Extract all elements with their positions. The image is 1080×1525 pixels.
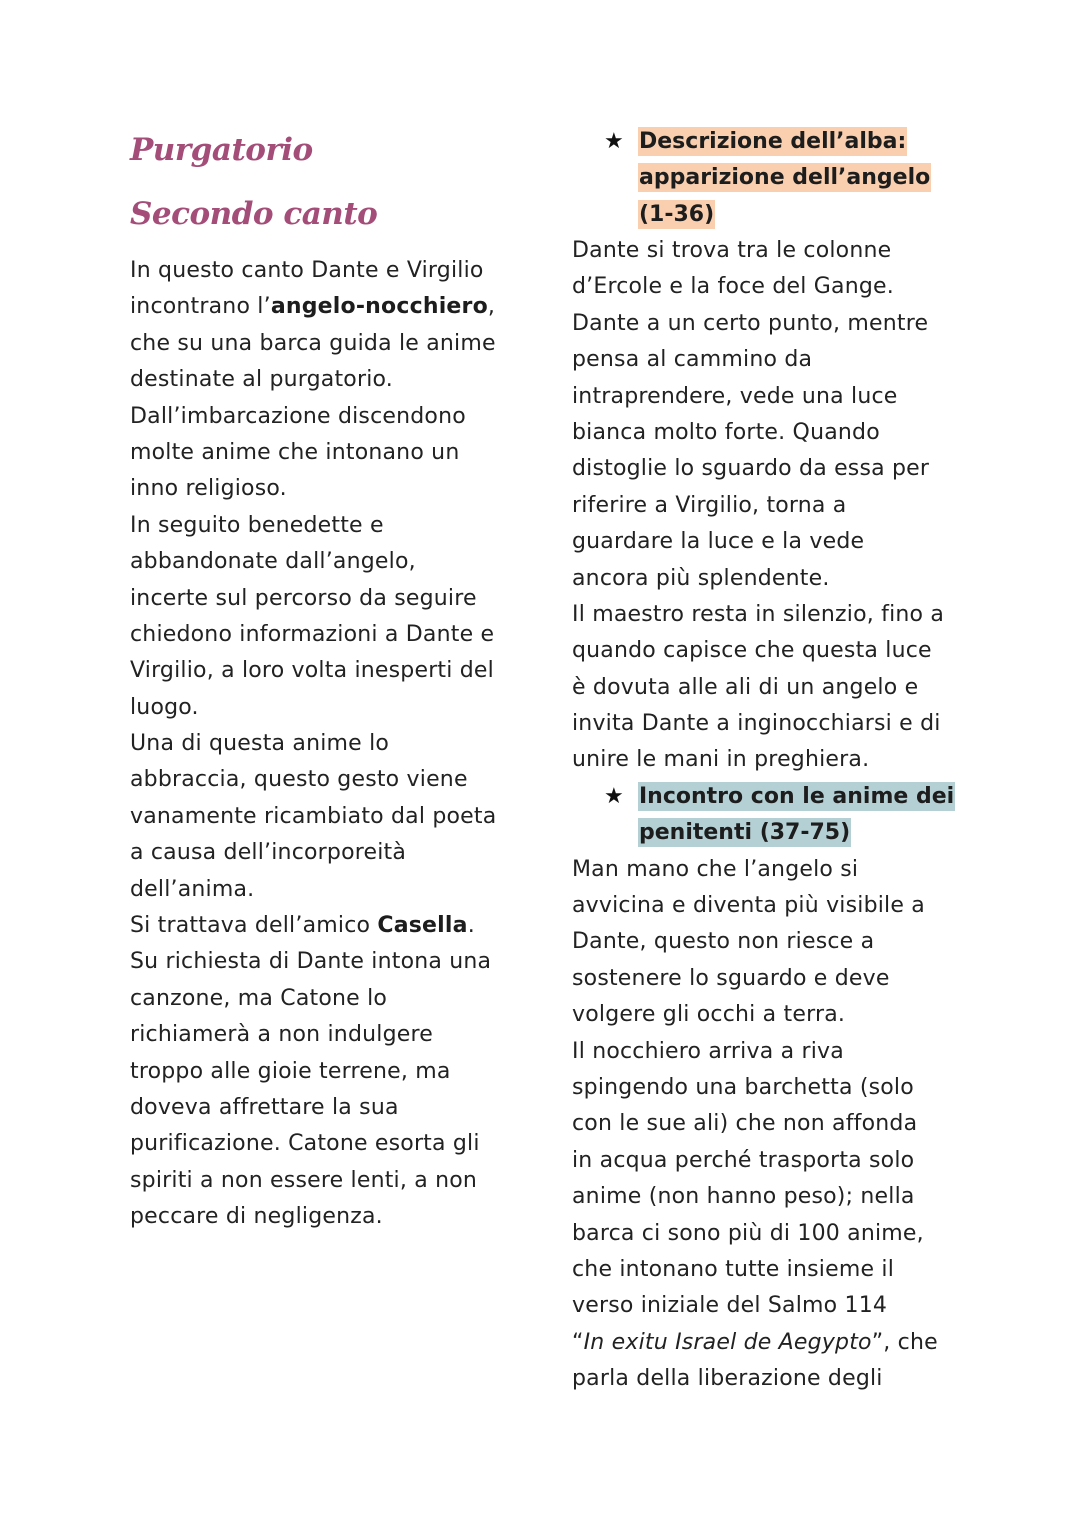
text-line: Il maestro resta in silenzio, fino a (572, 601, 945, 627)
text-line: molte anime che intonano un (130, 439, 460, 465)
text-line: che intonano tutte insieme il (572, 1256, 895, 1282)
left-column-text (130, 253, 520, 1236)
text-line: intraprendere, vede una luce (572, 383, 898, 409)
text-line: Dante si trova tra le colonne (572, 238, 892, 263)
text-line: Si trattava dell’amico Casella. (130, 913, 475, 939)
text-line: peccare di negligenza. (130, 1204, 383, 1230)
text-line: incontrano l’angelo-nocchiero, (130, 294, 496, 320)
text-line: richiamerà a non indulgere (130, 1022, 433, 1048)
text-line: In questo canto Dante e Virgilio (130, 258, 484, 283)
text-line: chiedono informazioni a Dante e (130, 621, 495, 647)
right-paragraph-alba (572, 233, 962, 779)
bullet-heading-line: penitenti (37-75) (639, 820, 851, 846)
text-line: Man mano che l’angelo si (572, 856, 859, 882)
text-line: bianca molto forte. Quando (572, 419, 880, 445)
text-line: abbandonate dall’angelo, (130, 549, 416, 575)
text-line: a causa dell’incorporeità (130, 840, 407, 866)
text-line: Il nocchiero arriva a riva (572, 1038, 844, 1064)
bullet-heading-line: Descrizione dell’alba: (639, 129, 907, 154)
text-line: anime (non hanno peso); nella (572, 1184, 915, 1210)
bullet-heading-line: apparizione dell’angelo (639, 165, 931, 191)
text-line: d’Ercole e la foce del Gange. (572, 274, 894, 300)
text-line: incerte sul percorso da seguire (130, 585, 477, 611)
text-line: “In exitu Israel de Aegypto”, che (572, 1329, 938, 1355)
text-line: Dante, questo non riesce a (572, 929, 875, 955)
text-line: spingendo una barchetta (solo (572, 1075, 914, 1100)
text-line: che su una barca guida le anime (130, 330, 496, 356)
text-line: verso iniziale del Salmo 114 (572, 1293, 888, 1319)
text-line: è dovuta alle ali di un angelo e (572, 674, 919, 700)
text-line: doveva affrettare la sua (130, 1094, 399, 1120)
text-line: canzone, ma Catone lo (130, 985, 388, 1011)
star-bullet-icon: ★ (604, 129, 624, 154)
right-paragraph-anime (572, 852, 962, 1398)
text-line: luogo. (130, 694, 199, 720)
text-line: ancora più splendente. (572, 565, 830, 591)
text-line: unire le mani in preghiera. (572, 747, 870, 773)
text-line: In seguito benedette e (130, 512, 384, 538)
text-line: dell’anima. (130, 876, 255, 902)
text-line: destinate al purgatorio. (130, 367, 393, 393)
page-subtitle: Secondo canto (130, 196, 378, 232)
bullet-heading-line: Incontro con le anime dei (639, 784, 955, 809)
text-line: invita Dante a inginocchiarsi e di (572, 711, 941, 737)
text-line: riferire a Virgilio, torna a (572, 492, 847, 518)
text-line: Dante a un certo punto, mentre (572, 310, 929, 336)
page-title: Purgatorio (130, 132, 313, 168)
text-line: barca ci sono più di 100 anime, (572, 1220, 924, 1246)
text-line: distoglie lo sguardo da essa per (572, 456, 930, 482)
text-line: troppo alle gioie terrene, ma (130, 1058, 451, 1084)
text-line: abbraccia, questo gesto viene (130, 767, 468, 793)
text-line: Dall’imbarcazione discendono (130, 403, 466, 429)
bullet-heading-alba (638, 124, 931, 233)
bullet-heading-anime (638, 779, 955, 852)
star-bullet-icon: ★ (604, 784, 624, 809)
text-line: Una di questa anime lo (130, 731, 390, 757)
text-line: inno religioso. (130, 476, 287, 502)
text-line: volgere gli occhi a terra. (572, 1002, 846, 1028)
text-line: pensa al cammino da (572, 347, 813, 373)
text-line: quando capisce che questa luce (572, 638, 932, 664)
text-line: purificazione. Catone esorta gli (130, 1131, 480, 1157)
text-line: in acqua perché trasporta solo (572, 1147, 915, 1173)
text-line: parla della liberazione degli (572, 1366, 883, 1392)
text-line: con le sue ali) che non affonda (572, 1111, 918, 1137)
text-line: vanamente ricambiato dal poeta (130, 803, 497, 829)
text-line: avvicina e diventa più visibile a (572, 893, 925, 919)
text-line: Virgilio, a loro volta inesperti del (130, 658, 494, 684)
text-line: guardare la luce e la vede (572, 529, 865, 555)
bullet-heading-line: (1-36) (639, 201, 715, 227)
text-line: Su richiesta di Dante intona una (130, 949, 492, 975)
text-line: spiriti a non essere lenti, a non (130, 1167, 478, 1193)
text-line: sostenere lo sguardo e deve (572, 965, 890, 991)
